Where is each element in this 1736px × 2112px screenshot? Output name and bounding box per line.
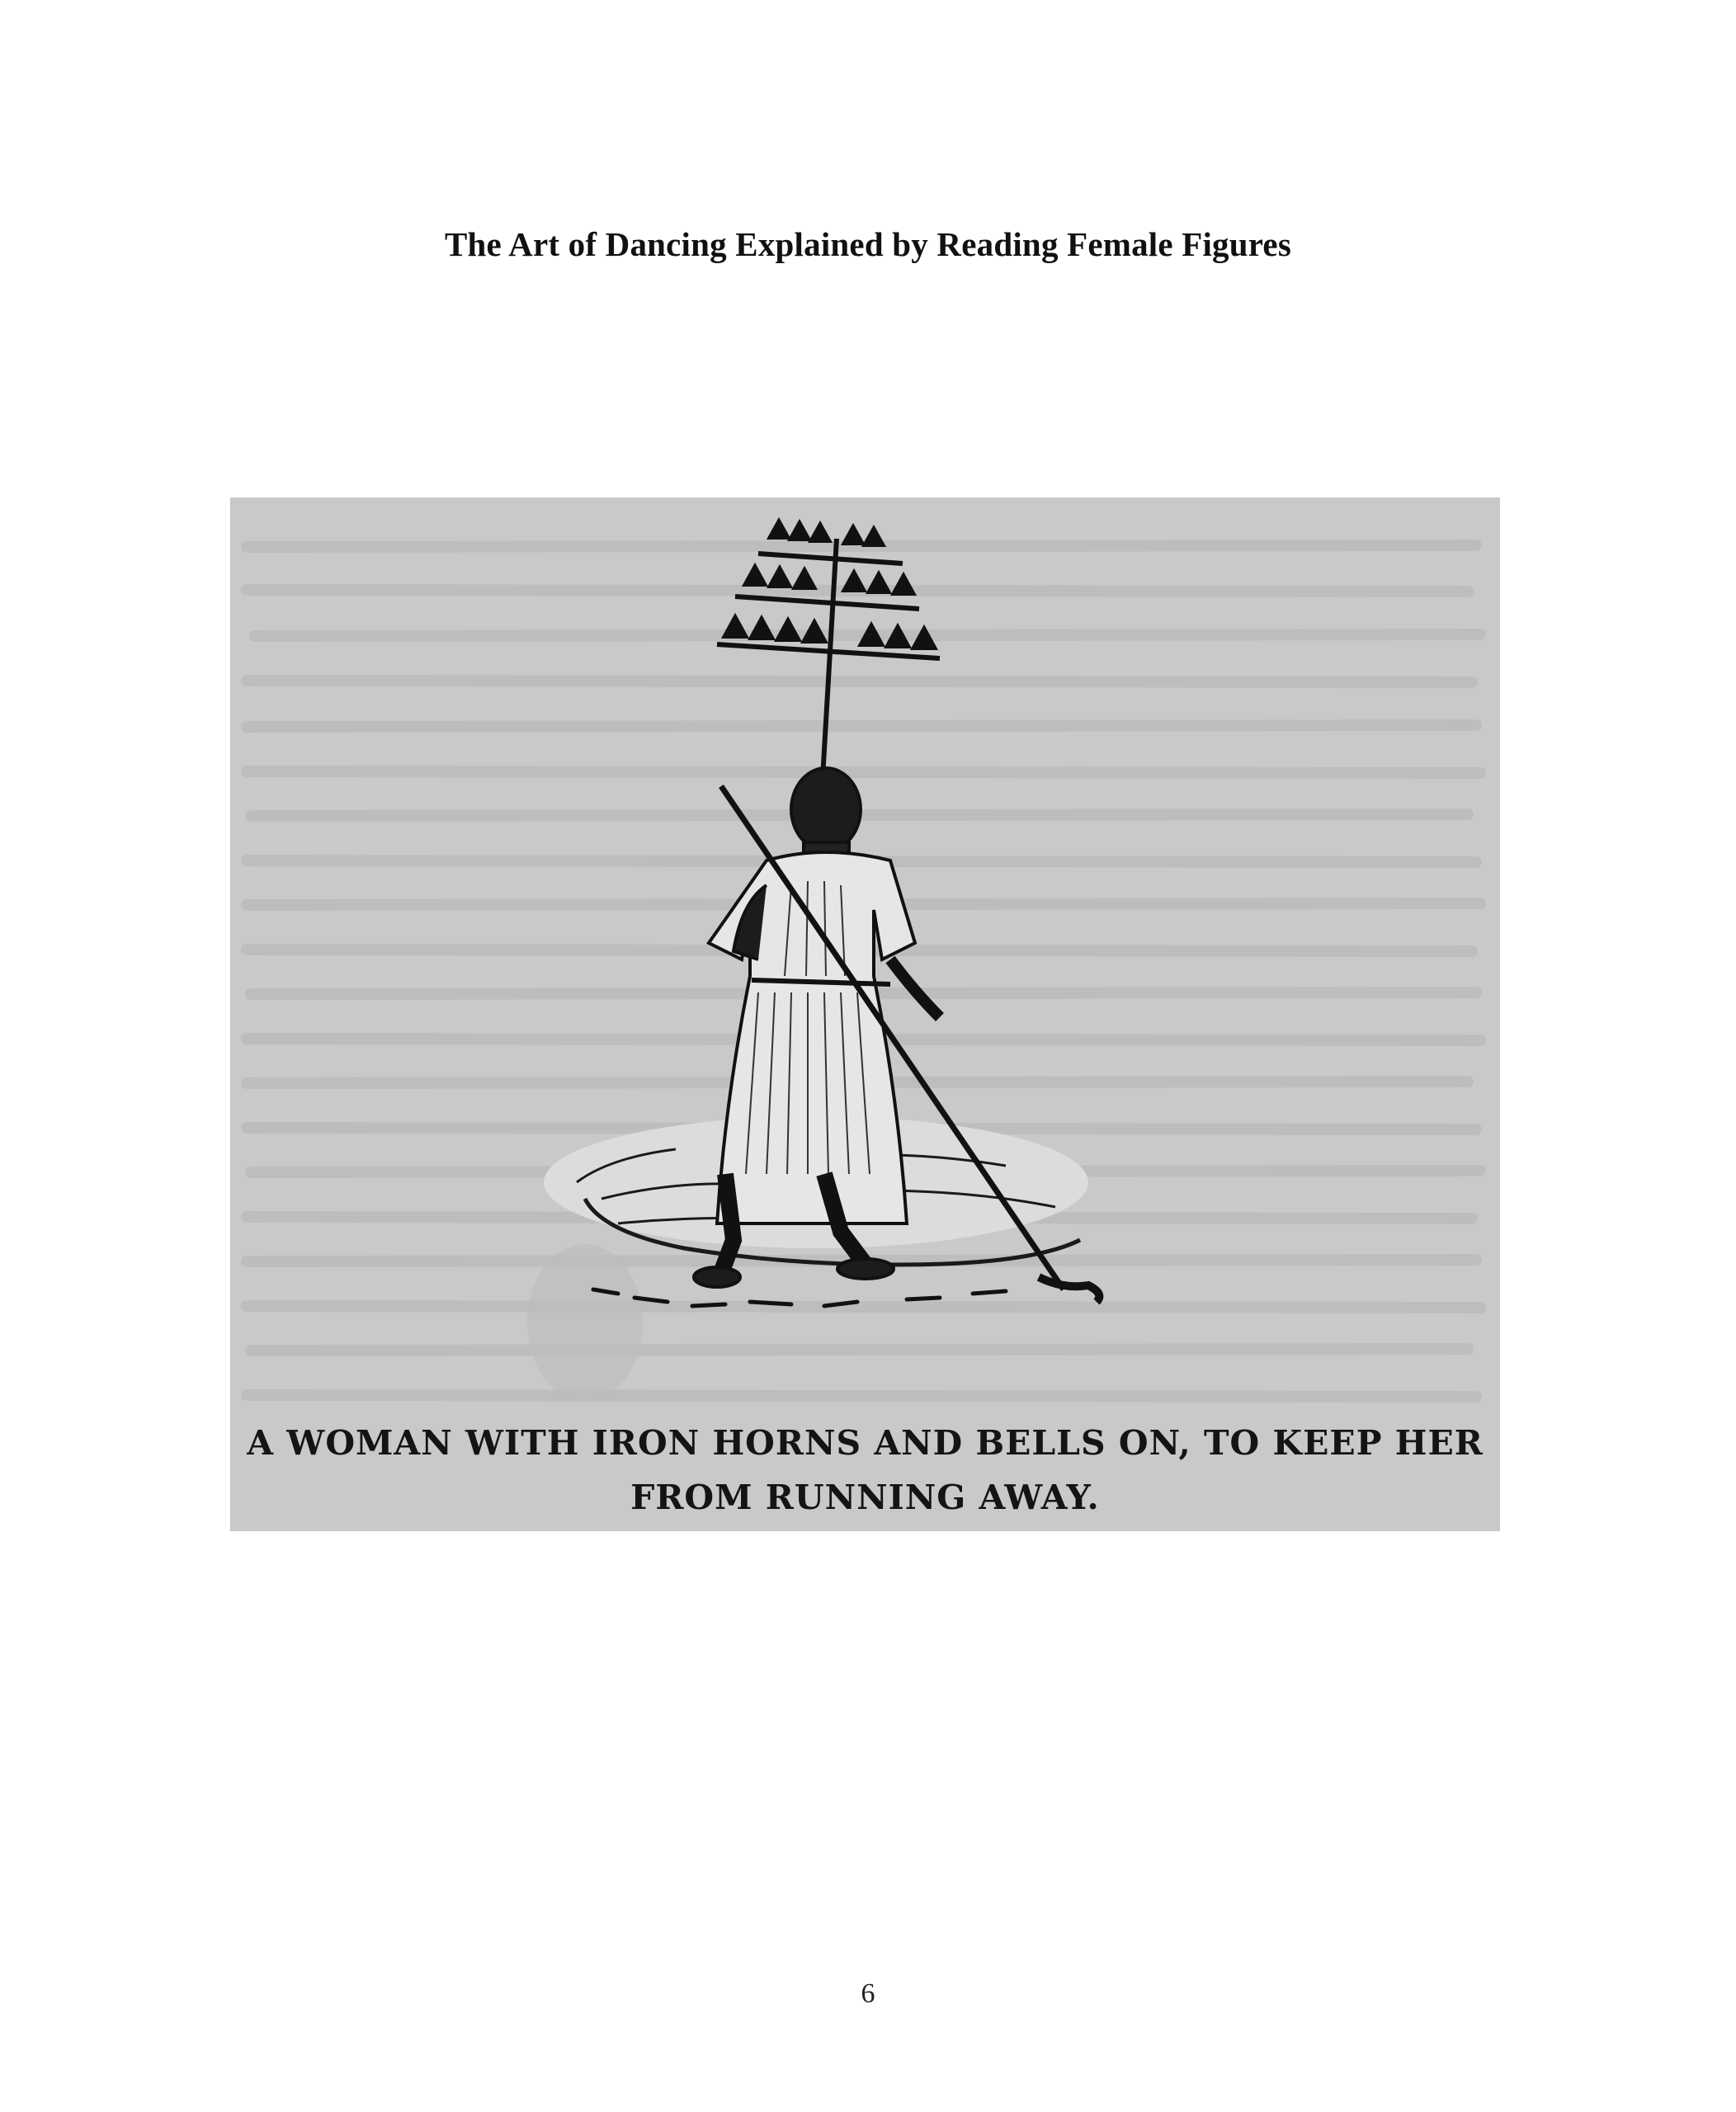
bell-rack	[717, 522, 940, 778]
woman-figure	[694, 768, 940, 1287]
paper-stain	[527, 1244, 643, 1401]
caption-line-1: A WOMAN WITH IRON HORNS AND BELLS ON, TO KEEP HER	[247, 1423, 1484, 1463]
page-number: 6	[861, 1978, 875, 2009]
caption-line-2: FROM RUNNING AWAY.	[630, 1478, 1100, 1517]
page-title: The Art of Dancing Explained by Reading Female Figures	[445, 225, 1291, 263]
engraving-figure	[230, 497, 1500, 1531]
engraving-illustration	[230, 497, 1500, 1531]
